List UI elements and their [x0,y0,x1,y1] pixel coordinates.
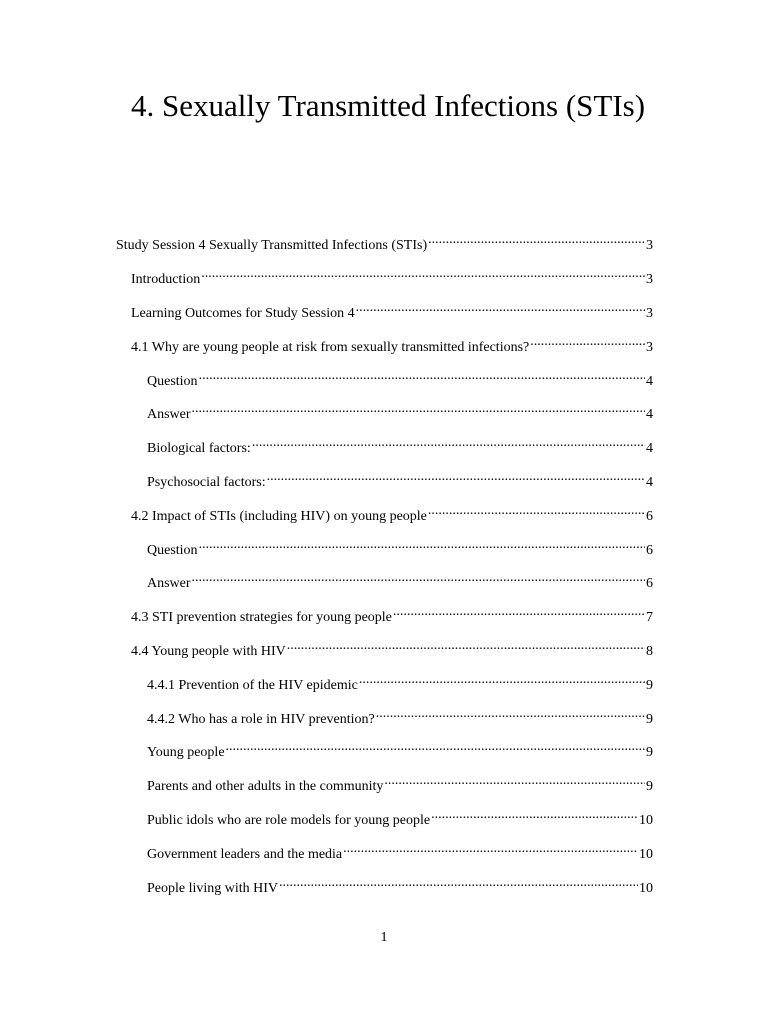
toc-page-number: 3 [646,340,653,355]
toc-dot-leader [384,770,645,790]
toc-page-number: 8 [646,644,653,659]
toc-entry-text: Psychosocial factors: [147,475,266,490]
toc-dot-leader [287,635,645,655]
toc-entry-text: 4.4 Young people with HIV [131,644,286,659]
toc-dot-leader [376,703,645,723]
toc-entry-section-4-2[interactable] [131,500,653,524]
toc-entry-text: People living with HIV [147,881,279,896]
toc-entry-biological-factors[interactable] [147,432,653,456]
toc-entry-text: Public idols who are role models for young people [147,813,431,828]
toc-entry-text: Learning Outcomes for Study Session 4 [131,306,355,321]
toc-page-number: 7 [646,610,653,625]
toc-page-number: 4 [646,374,653,389]
toc-entry-text: Young people [147,745,225,760]
toc-dot-leader [279,872,638,892]
toc-page-number: 10 [639,881,653,896]
toc-dot-leader [359,669,645,689]
toc-page-number: 4 [646,475,653,490]
toc-page-number: 4 [646,407,653,422]
toc-dot-leader [393,601,645,621]
toc-entry-text: Study Session 4 Sexually Transmitted Infections (STIs) [116,238,428,253]
toc-page-number: 10 [639,847,653,862]
toc-entry-question[interactable] [147,365,653,389]
toc-entry-text: Answer [147,407,191,422]
toc-dot-leader [201,263,645,283]
toc-entry-text: Answer [147,576,191,591]
toc-entry-question[interactable] [147,534,653,558]
toc-page-number: 6 [646,543,653,558]
toc-dot-leader [267,466,645,486]
toc-entry-text: 4.4.1 Prevention of the HIV epidemic [147,678,358,693]
toc-entry-government-leaders[interactable] [147,838,653,862]
toc-entry-text: 4.3 STI prevention strategies for young people [131,610,392,625]
toc-entry-public-idols[interactable] [147,804,653,828]
toc-entry-young-people[interactable] [147,736,653,760]
toc-page-number: 6 [646,576,653,591]
toc-entry-answer[interactable] [147,567,653,591]
toc-entry-text: Question [147,374,198,389]
toc-dot-leader [343,838,638,858]
toc-dot-leader [428,229,645,249]
toc-entry-text: 4.1 Why are young people at risk from sexually transmitted infections? [131,340,530,355]
page-number: 1 [380,930,388,945]
toc-page-number: 9 [646,779,653,794]
toc-dot-leader [252,432,645,452]
toc-dot-leader [226,736,645,756]
toc-entry-psychosocial-factors[interactable] [147,466,653,490]
toc-entry-text: 4.4.2 Who has a role in HIV prevention? [147,712,375,727]
toc-dot-leader [428,500,645,520]
toc-entry-section-4-4-1[interactable] [147,669,653,693]
toc-entry-learning-outcomes[interactable] [131,297,653,321]
toc-entry-people-living-with-hiv[interactable] [147,872,653,896]
toc-dot-leader [530,331,645,351]
document-title: 4. Sexually Transmitted Infections (STIs) [131,88,646,123]
toc-page-number: 3 [646,306,653,321]
toc-entry-parents-and-adults[interactable] [147,770,653,794]
toc-dot-leader [431,804,638,824]
toc-entry-section-4-4[interactable] [131,635,653,659]
toc-entry-text: Introduction [131,272,201,287]
toc-entry-text: 4.2 Impact of STIs (including HIV) on young people [131,509,427,524]
toc-page-number: 9 [646,678,653,693]
toc-page-number: 3 [646,238,653,253]
toc-page-number: 9 [646,745,653,760]
toc-page-number: 10 [639,813,653,828]
toc-page-number: 4 [646,441,653,456]
toc-page-number: 3 [646,272,653,287]
toc-dot-leader [192,398,645,418]
toc-page-number: 9 [646,712,653,727]
toc-entry-text: Government leaders and the media [147,847,343,862]
toc-entry-text: Question [147,543,198,558]
toc-entry-section-4-1[interactable] [131,331,653,355]
toc-entry-section-4-4-2[interactable] [147,703,653,727]
toc-dot-leader [192,567,645,587]
toc-entry-text: Parents and other adults in the community [147,779,384,794]
toc-dot-leader [199,534,645,554]
toc-dot-leader [199,365,645,385]
toc-entry-text: Biological factors: [147,441,251,456]
toc-page-number: 6 [646,509,653,524]
toc-entry-answer[interactable] [147,398,653,422]
toc-entry-study-session-4[interactable] [116,229,653,253]
toc-dot-leader [356,297,645,317]
toc-entry-section-4-3[interactable] [131,601,653,625]
toc-entry-introduction[interactable] [131,263,653,287]
